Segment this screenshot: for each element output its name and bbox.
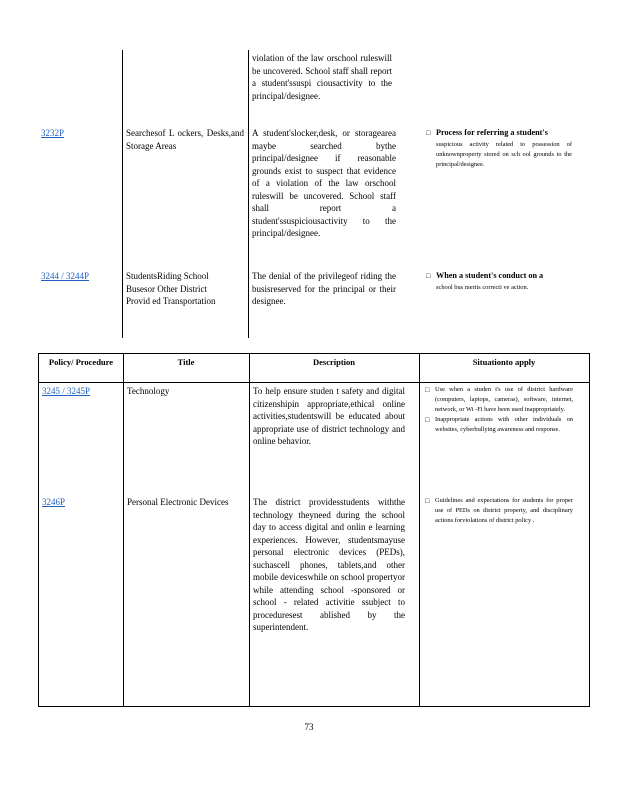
situation-text: suspicious activity related to possession of unknownproperty stored on sch ool grounds to the principal/designee. [436,140,572,168]
description-cell: The district providesstudents withthe technology theyneed during the school day to access digital and onlin e learning experiences. However, studentsmayuse personal electronic devices (PEDs), suchascell phones, tablets,and other mobile deviceswhile on school propertyor while attending school -sponsored or school - related activitie ssubject to proceduresest ablished by the superintendent. [253,497,405,632]
header-situation: Situationto apply [472,357,536,367]
header-title: Title [177,357,195,367]
header-description: Description [312,357,356,367]
title-cell: Searchesof L ockers, Desks,and Storage Areas [126,128,244,151]
title-cell: Personal Electronic Devices [127,497,229,507]
header-divider [39,382,589,383]
header-policy: Policy/ Procedure [48,357,114,367]
situation-cell [426,127,572,170]
column-divider [248,50,249,338]
page-number: 73 [304,722,314,732]
situation-lead: □ Process for referring a student's [436,128,548,137]
policy-link-cell [42,496,120,509]
policy-link-cell [42,385,120,398]
situation-lead: □ When a student's conduct on a [436,271,544,280]
situation-cell [426,270,572,293]
policy-link[interactable]: 3232P [41,128,65,138]
title-cell: StudentsRiding School Busesor Other District Provid ed Transportation [126,271,216,306]
policy-link[interactable]: 3245 / 3245P [42,386,91,396]
situation-item: □ Inappropriate actions with other individuals on websites, cyberbullying awareness and response. [425,415,573,435]
title-cell: Technology [127,386,170,396]
column-divider [123,354,124,706]
situation-item: □ Use when a studen t's use of district hardware (computers, laptops, cameras), software, internet, network, or Wi -Fi have been used inappropriately. [425,385,573,415]
situation-text: school bus merits correcti ve action. [436,283,529,291]
description-cell: violation of the law orschool ruleswill be uncovered. School staff shall report a student'ssuspi ciousactivity to the principal/designee. [252,53,392,101]
situation-item [426,270,572,293]
situation-cell [425,496,573,526]
policy-link[interactable]: 3244 / 3244P [41,271,90,281]
situation-cell [425,385,573,435]
description-cell: The denial of the privilegeof riding the busisreserved for the principal or their designee. [252,271,396,306]
situation-item: □ Guidelines and expectations for students for proper use of PEDs on district property, and disciplinary actions forviolations of district policy . [425,496,573,526]
column-divider [122,50,123,338]
description-cell: To help ensure studen t safety and digital citizenshipin appropriate,ethical online activities,studentswill be educated about appropriate use of district technology and online behavior. [253,386,405,446]
policy-link-cell [41,270,119,283]
policy-link[interactable]: 3246P [42,497,66,507]
description-cell: A student'slocker,desk, or storagearea maybe searched bythe principal/designee if reasonable grounds exist to suspect that evidence of a violation of the law orschool ruleswill be uncovered. School staff shall report a student'ssuspiciousactivity to the principal/designee. [252,128,396,238]
policy-link-cell [41,127,119,140]
situation-item [426,127,572,170]
column-divider [419,354,420,706]
policy-table [38,353,590,707]
column-divider [249,354,250,706]
